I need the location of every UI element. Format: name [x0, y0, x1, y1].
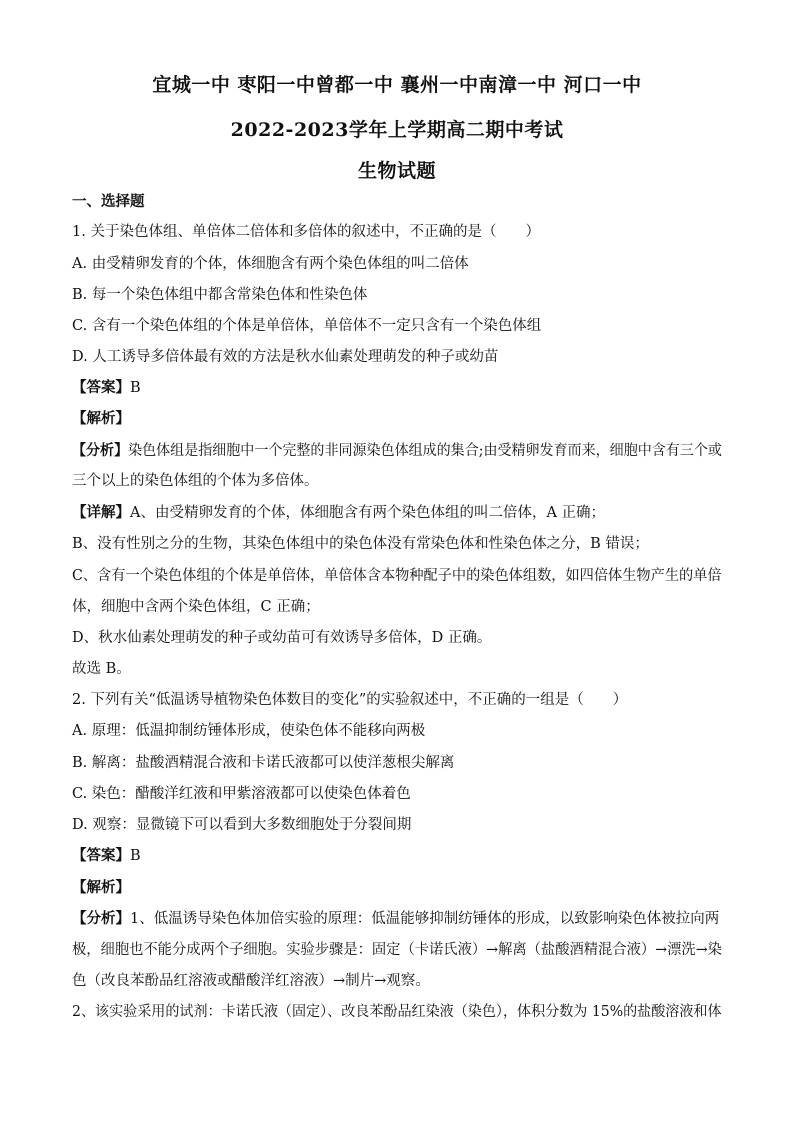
q2-fenxi-line3: 色（改良苯酚品红溶液或醋酸洋红溶液）→制片→观察。: [72, 973, 430, 989]
answer-tag: 【答案】: [72, 379, 130, 396]
q2-answer: [72, 847, 722, 865]
q2-option-b: B. 解离：盐酸酒精混合液和卡诺氏液都可以使洋葱根尖解离: [72, 755, 455, 771]
q1-conclusion: 故选 B。: [72, 661, 131, 677]
xiangjie-tag: 【详解】: [72, 504, 130, 521]
answer-tag: 【答案】: [72, 847, 130, 864]
exam-title: 2022-2023学年上学期高二期中考试: [230, 119, 564, 141]
answer-value: B: [130, 848, 141, 864]
q1-option-a: A. 由受精卵发育的个体，体细胞含有两个染色体组的叫二倍体: [72, 256, 469, 272]
fenxi-tag: 【分析】: [72, 910, 130, 927]
fenxi-tag: 【分析】: [72, 442, 129, 459]
q2-stem: 2. 下列有关“低温诱导植物染色体数目的变化”的实验叙述中，不正确的一组是（ ）: [72, 692, 628, 708]
q2-jiexi-tag: 【解析】: [72, 879, 130, 896]
q1-xiangjie-b: B、没有性别之分的生物，其染色体组中的染色体没有常染色体和性染色体之分，B 错误；: [72, 536, 649, 552]
q2-fenxi-line4: 2、该实验采用的试剂：卡诺氏液（固定）、改良苯酚品红染液（染色），体积分数为 15%的盐酸溶液和体: [72, 1004, 722, 1020]
q1-xiangjie-c2: 体，细胞中含两个染色体组，C 正确；: [72, 599, 320, 615]
q2-option-d: D. 观察：显微镜下可以看到大多数细胞处于分裂间期: [72, 817, 412, 833]
q1-jiexi-tag: 【解析】: [72, 410, 130, 427]
q1-fenxi-line2: 三个以上的染色体组的个体为多倍体。: [72, 473, 319, 489]
q1-fenxi-line1: [72, 442, 722, 460]
fenxi-text: 染色体组是指细胞中一个完整的非同源染色体组成的集合;由受精卵发育而来，细胞中含有三个或: [128, 443, 722, 459]
section-heading: 一、选择题: [72, 193, 145, 210]
q1-option-c: C. 含有一个染色体组的个体是单倍体，单倍体不一定只含有一个染色体组: [72, 318, 542, 334]
xiangjie-text: A、由受精卵发育的个体，体细胞含有两个染色体组的叫二倍体，A 正确；: [130, 505, 606, 521]
schools-title: 宜城一中 枣阳一中曾都一中 襄州一中南漳一中 河口一中: [152, 74, 642, 96]
q1-xiangjie-a: [72, 504, 722, 522]
subject-title: 生物试题: [357, 160, 436, 182]
q2-option-a: A. 原理：低温抑制纺锤体形成，使染色体不能移向两极: [72, 723, 426, 739]
q1-xiangjie-c1: C、含有一个染色体组的个体是单倍体，单倍体含本物种配子中的染色体组数，如四倍体生物产生的单倍: [72, 568, 722, 584]
q2-option-c: C. 染色：醋酸洋红液和甲紫溶液都可以使染色体着色: [72, 786, 411, 802]
fenxi-text: 1、低温诱导染色体加倍实验的原理：低温能够抑制纺锤体的形成，以致影响染色体被拉向两: [130, 911, 720, 927]
q1-xiangjie-d: D、秋水仙素处理萌发的种子或幼苗可有效诱导多倍体，D 正确。: [72, 630, 492, 646]
q2-fenxi-line2: 极，细胞也不能分成两个子细胞。实验步骤是：固定（卡诺氏液）→解离（盐酸酒精混合液）→漂洗→染: [72, 942, 722, 958]
q1-answer: [72, 379, 722, 397]
answer-value: B: [130, 380, 141, 396]
q2-fenxi-line1: [72, 910, 722, 928]
q1-option-d: D. 人工诱导多倍体最有效的方法是秋水仙素处理萌发的种子或幼苗: [72, 349, 499, 365]
q1-stem: 1. 关于染色体组、单倍体二倍体和多倍体的叙述中，不正确的是（ ）: [72, 224, 540, 240]
q1-option-b: B. 每一个染色体组中都含常染色体和性染色体: [72, 287, 368, 303]
